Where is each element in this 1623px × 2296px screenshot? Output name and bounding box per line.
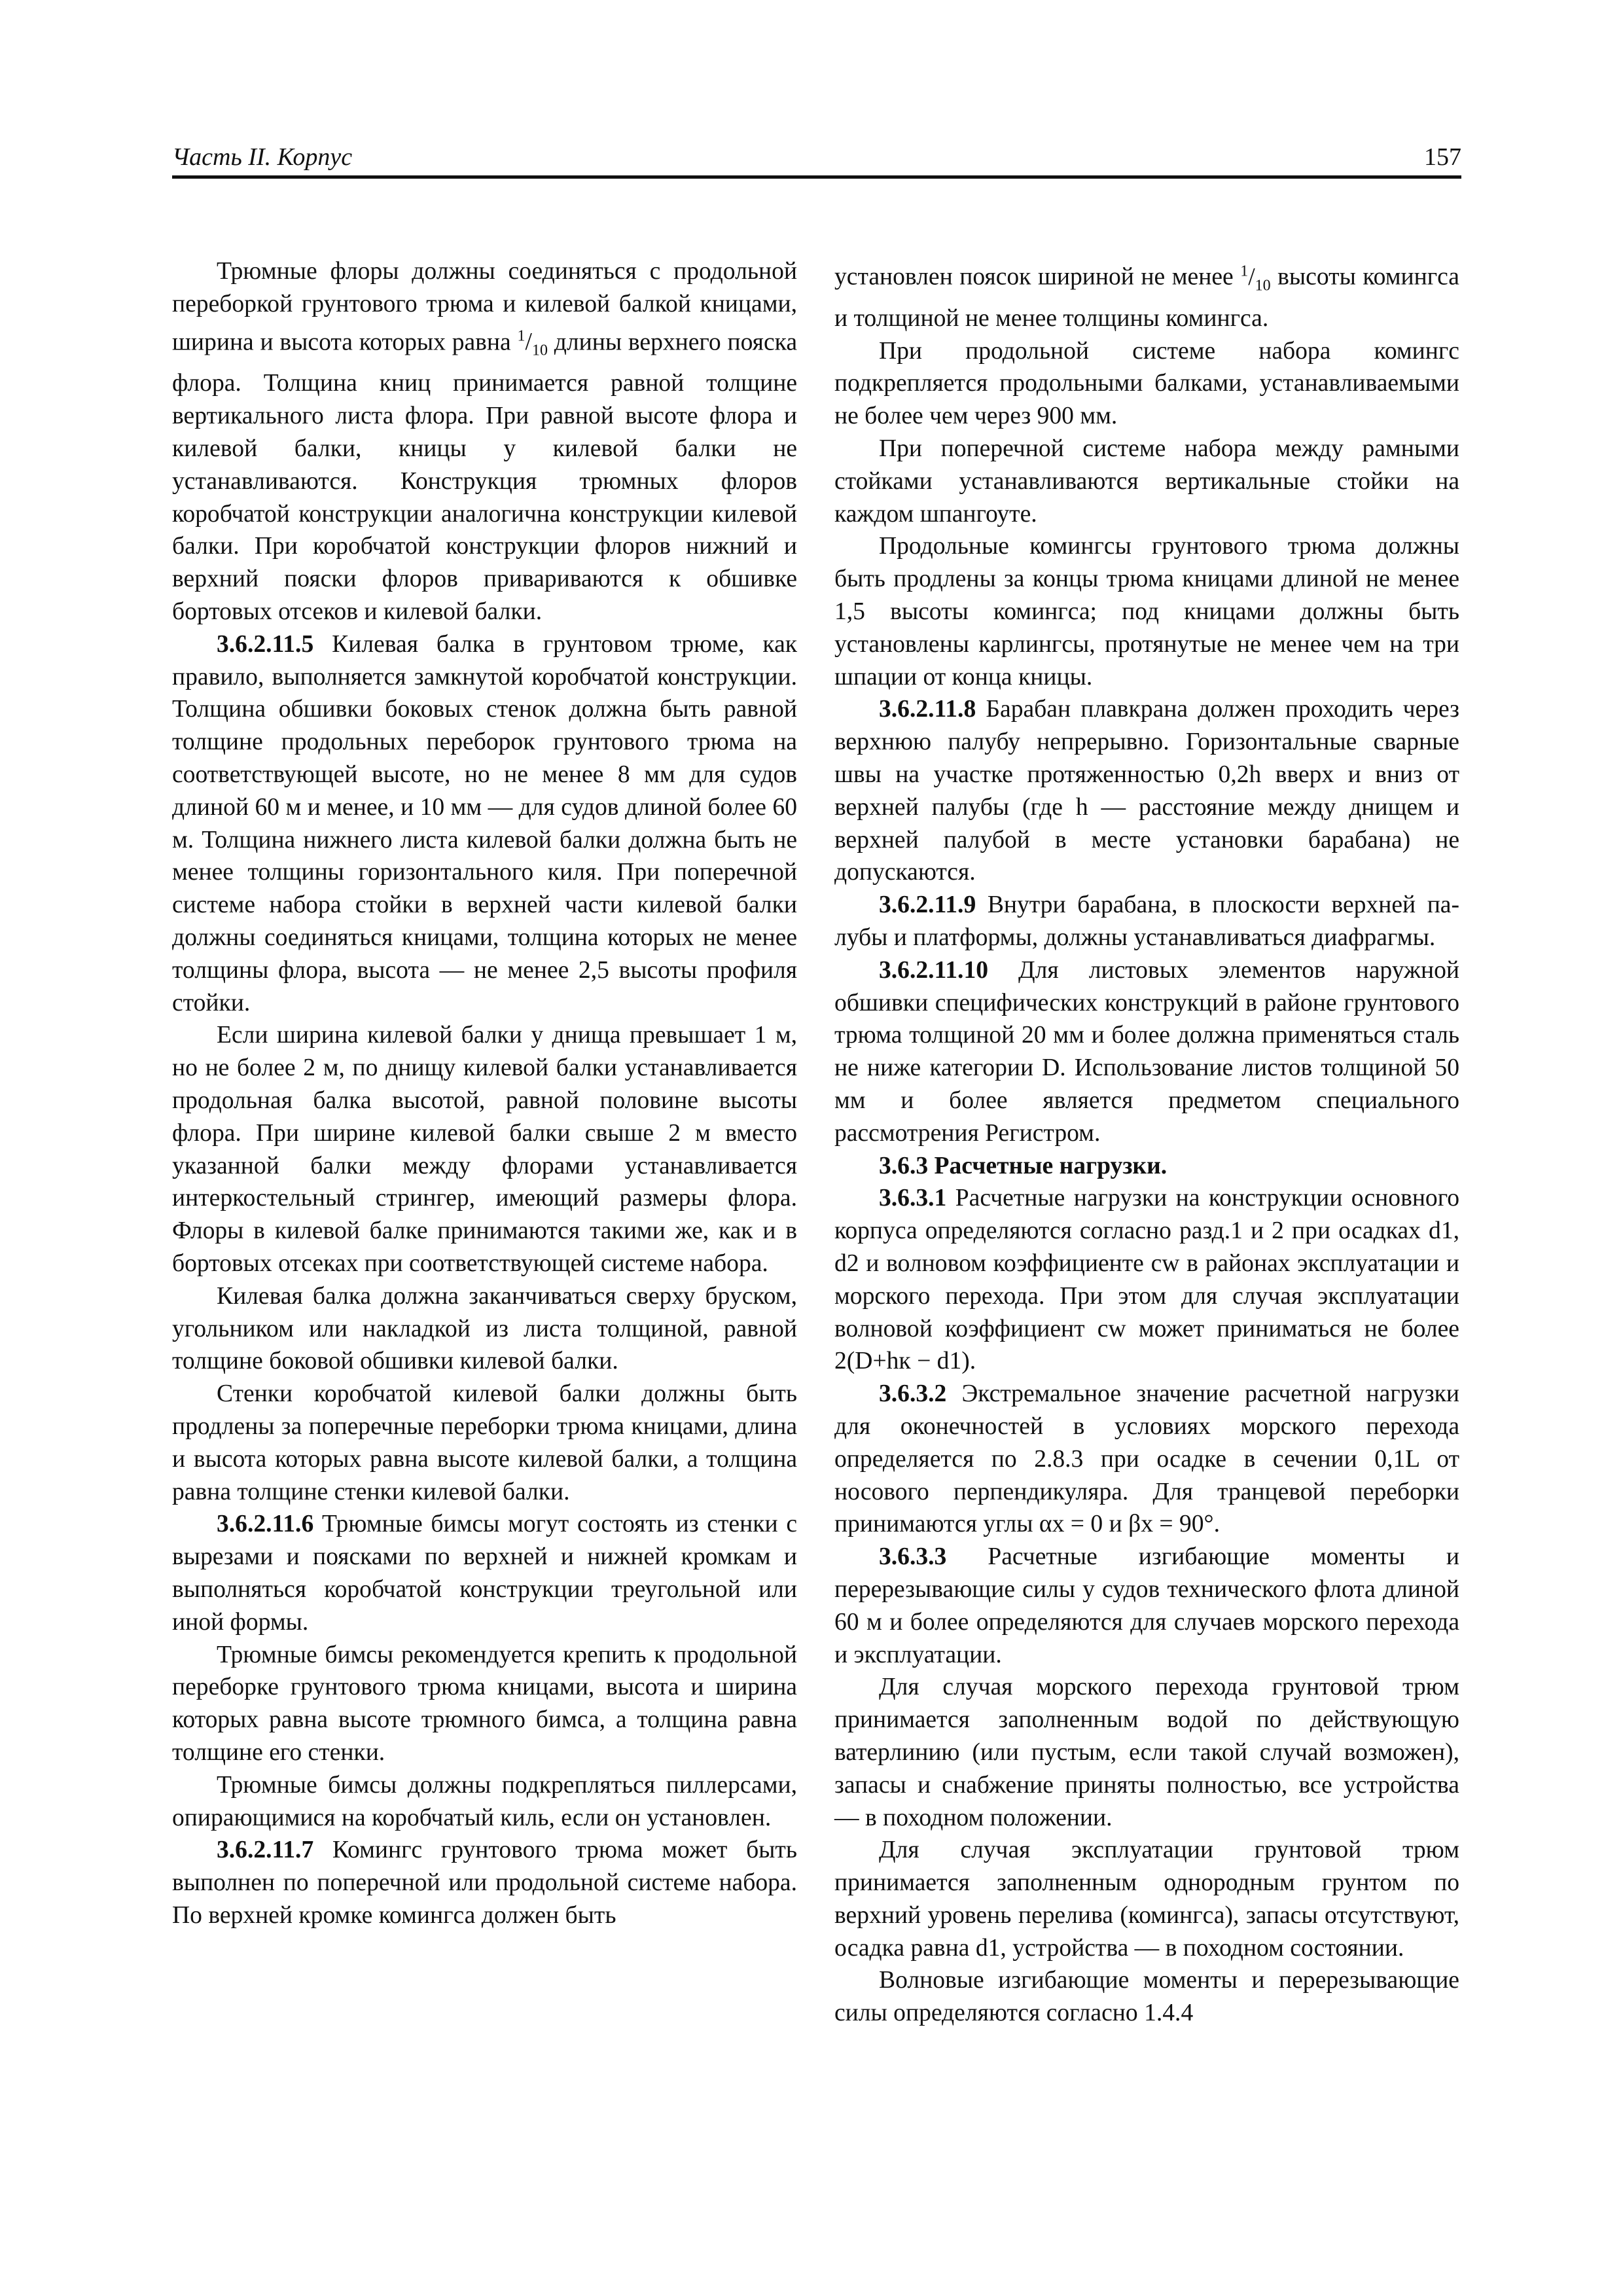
right-column	[834, 255, 1459, 2030]
page-number: 157	[1424, 143, 1461, 171]
paragraph: Продольные комингсы грунтового трюма должны быть продлены за концы трюма кницами длиной не менее 1,5 высоты комингса; под кницами должны быть установлены карлингсы, протянутые не менее чем на три шпации от конца кницы.	[834, 533, 1459, 691]
section-number: 3.6.3.2	[879, 1380, 947, 1408]
running-title: Часть II. Корпус	[172, 143, 353, 171]
section-number: 3.6.2.11.8	[879, 696, 976, 723]
paragraph: При поперечной системе набора между рамными стойками устанавливаются вертикальные стойки на каждом шпангоуте.	[834, 435, 1459, 528]
paragraph: 3.6.3.1 Расчетные нагрузки на конструкции основного корпуса определяются согласно разд.1 и 2 при осадках d1, d2 и волновом коэффициенте cw в районах эксплуатации и морского перехода. При этом для случая эксплуатации волновой коэффициент cw может приниматься не более 2(D+hк − d1).	[834, 1185, 1459, 1375]
page-header	[172, 143, 1461, 179]
paragraph: Для случая морского перехода грунтовой трюм принимается заполненным водой по действующую ватерлинию (или пустым, если такой случай возможен), запасы и снабжение приняты полностью, все устройства — в походном положении.	[834, 1674, 1459, 1831]
section-number: 3.6.3.1	[879, 1185, 947, 1212]
paragraph: Трюмные бимсы рекомендуется крепить к продольной переборке грунтового трюма кницами, высота и ширина которых равна высоте трюмного бимса, а толщина равна толщине его стенки.	[172, 1641, 797, 1766]
paragraph: При продольной системе набора комингс подкрепляется продольными балками, устанавливаемыми не более чем через 900 мм.	[834, 337, 1459, 430]
paragraph: 3.6.2.11.8 Барабан плавкрана должен проходить через верхнюю палубу непрерывно. Горизонтальные сварные швы на участке протяженностью 0,2h вверх и вниз от верхней палубы (где h — расстояние между днищем и верхней палубой в месте установки барабана) не допускаются.	[834, 696, 1459, 886]
section-number: 3.6.2.11.6	[217, 1511, 314, 1538]
paragraph: 3.6.2.11.10 Для листовых элементов наружной обшивки специфических конструкций в районе грунтового трюма толщиной 20 мм и более должна применяться сталь не ниже категории D. Использование листов толщиной 50 мм и более является предметом специального рассмотрения Регистром.	[834, 956, 1459, 1147]
paragraph: 3.6.3.3 Расчетные изгибающие моменты и перерезывающие силы у судов технического флота длиной 60 м и более определяются для случаев морского перехода и эксплуатации.	[834, 1543, 1459, 1668]
paragraph: Стенки коробчатой килевой балки должны быть продлены за поперечные переборки трюма кницами, длина и высота которых равна высоте килевой балки, а толщина равна толщине стенки килевой балки.	[172, 1380, 797, 1505]
section-number: 3.6.2.11.5	[217, 630, 314, 658]
fraction: $^1/_{10}$	[1240, 262, 1271, 295]
fraction: $^1/_{10}$	[517, 327, 548, 359]
paragraph: 3.6.3.2 Экстремальное значение расчетной нагрузки для оконечностей в условиях морского перехода определяется по 2.8.3 при осадке в сечении 0,1L от носового перпендикуляра. Для транцевой переборки принимаются углы αx = 0 и βx = 90°.	[834, 1380, 1459, 1538]
section-heading	[834, 1150, 1459, 1183]
section-number: 3.6.2.11.10	[879, 956, 989, 984]
section-number: 3.6.3 Расчетные нагрузки.	[879, 1152, 1168, 1179]
paragraph: Волновые изгибающие моменты и перерезывающие силы определяются согласно 1.4.4	[834, 1967, 1459, 2027]
paragraph: 3.6.2.11.6 Трюмные бимсы могут состоять из стенки с вырезами и поясками по верхней и нижней кромкам и выполняться коробчатой конструкции треугольной или иной формы.	[172, 1511, 797, 1636]
section-number: 3.6.2.11.9	[879, 891, 976, 919]
header-rule	[172, 175, 1461, 179]
paragraph: установлен поясок шириной не менее $^1/_{10}$ высоты комингса и толщиной не менее толщины комингса.	[834, 262, 1459, 332]
paragraph: 3.6.2.11.9 Внутри барабана, в плоскости верхней палубы и платформы, должны устанавливаться диафрагмы.	[834, 891, 1459, 951]
paragraph: 3.6.2.11.5 Килевая балка в грунтовом трюме, как правило, выполняется замкнутой коробчатой конструкции. Толщина обшивки боковых стенок должна быть равной толщине продольных переборок грунтового трюма на соответствующей высоте, но не менее 8 мм для судов длиной 60 м и менее, и 10 мм — для судов длиной более 60 м. Толщина нижнего листа килевой балки должна быть не менее толщины горизонтального киля. При поперечной системе набора стойки в верхней части килевой балки должны соединяться кницами, толщина которых не менее толщины флора, высота — не менее 2,5 высоты профиля стойки.	[172, 630, 797, 1016]
section-number: 3.6.3.3	[879, 1543, 947, 1571]
paragraph: Трюмные флоры должны соединяться с продольной переборкой грунтового трюма и килевой балкой кницами, ширина и высота которых равна $^1/_{10}$ длины верхнего пояска флора. Толщина книц принимается равной толщине вертикального листа флора. При равной высоте флора и килевой балки, кницы у килевой балки не устанавливаются. Конструкция трюмных флоров коробчатой конструкции аналогична конструкции килевой балки. При коробчатой конструкции флоров нижний и верхний пояски флоров привариваются к обшивке бортовых отсеков и килевой балки.	[172, 258, 798, 626]
paragraph: Если ширина килевой балки у днища превышает 1 м, но не более 2 м, по днищу килевой балки устанавливается продольная балка высотой, равной половине высоты флора. При ширине килевой балки свыше 2 м вместо указанной балки между флорами устанавливается интеркостельный стрингер, имеющий размеры флора. Флоры в килевой балке принимаются такими же, как и в бортовых отсеках при соответствующей системе набора.	[172, 1022, 797, 1277]
paragraph: Для случая эксплуатации грунтовой трюм принимается заполненным однородным грунтом по верхний уровень перелива (комингса), запасы отсутствуют, осадка равна d1, устройства — в походном состоянии.	[834, 1837, 1459, 1962]
section-number: 3.6.2.11.7	[217, 1837, 314, 1864]
left-column	[172, 255, 797, 1932]
paragraph: 3.6.2.11.7 Комингс грунтового трюма может быть выполнен по поперечной или продольной системе набора. По верхней кромке комингса должен быть	[172, 1837, 797, 1929]
paragraph: Трюмные бимсы должны подкрепляться пиллерсами, опирающимися на коробчатый киль, если он установлен.	[172, 1771, 797, 1831]
paragraph: Килевая балка должна заканчиваться сверху бруском, угольником или накладкой из листа толщиной, равной толщине боковой обшивки килевой балки.	[172, 1282, 797, 1375]
